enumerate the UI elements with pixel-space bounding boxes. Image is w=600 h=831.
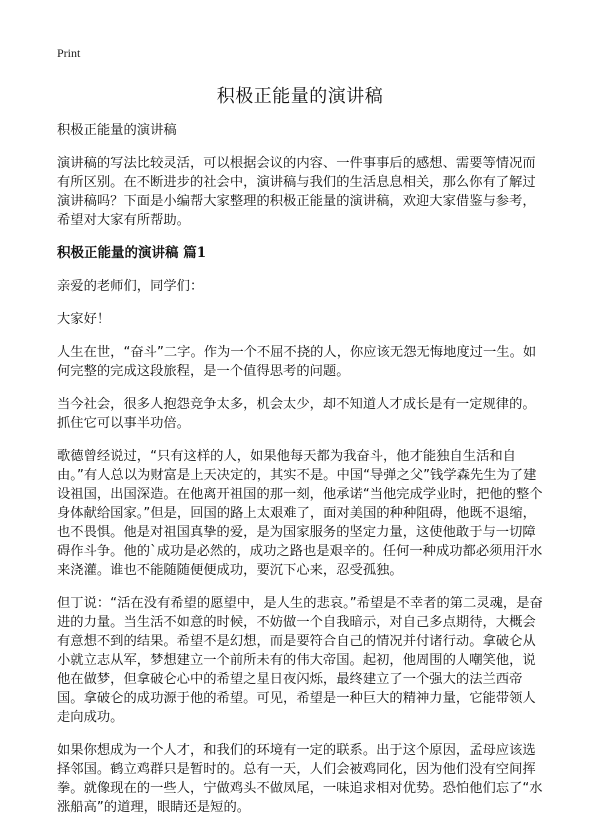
print-link[interactable]: Print xyxy=(57,46,81,60)
article-subtitle: 积极正能量的演讲稿 xyxy=(57,123,177,138)
page-title: 积极正能量的演讲稿 xyxy=(216,86,384,107)
body-paragraph: 如果你想成为一个人才，和我们的环境有一定的联系。出于这个原因，孟母应该选择邻国。鹤立鸡群只是暂时的。总有一天，人们会被鸡同化，因为他们没有空间挥拳。就像现在的一些人，宁做鸡头不做凤尾，一味追求相对优势。恐怕他们忘了“水涨船高”的道理，眼睛还是短的。 xyxy=(57,743,543,815)
body-paragraph: 人生在世，“奋斗”二字。作为一个不屈不挠的人，你应该无怨无悔地度过一生。如何完整的完成这段旅程，是一个值得思考的问题。 xyxy=(57,345,537,379)
article-body xyxy=(57,121,547,831)
intro-paragraph: 演讲稿的写法比较灵活，可以根据会议的内容、一件事事后的感想、需要等情况而有所区别。在不断进步的社会中，演讲稿与我们的生活息息相关，那么你有了解过演讲稿吗？下面是小编帮大家整理的积极正能量的演讲稿，欢迎大家借鉴与参考，希望对大家有所帮助。 xyxy=(57,156,536,228)
body-paragraph: 歌德曾经说过，“只有这样的人，如果他每天都为我奋斗，他才能独自生活和自由。”有人总以为财富是上天决定的，其实不是。中国“导弹之父”钱学森先生为了建设祖国，出国深造。在他离开祖国的那一刻，他承诺“当他完成学业时，把他的整个身体献给国家。”但是，回国的路上太艰难了，面对美国的种种阻碍，他既不退缩，也不畏惧。他是对祖国真挚的爱，是为国家服务的坚定力量，这使他敢于与一切障碍作斗争。他的`成功是必然的，成功之路也是艰辛的。任何一种成功都必须用汗水来浇灌。谁也不能随随便便成功，要沉下心来，忍受孤独。 xyxy=(57,449,543,578)
section-heading: 积极正能量的演讲稿 篇1 xyxy=(57,245,207,261)
salutation-paragraph: 大家好！ xyxy=(57,312,111,327)
greeting-paragraph: 亲爱的老师们，同学们： xyxy=(57,279,204,294)
body-paragraph: 当今社会，很多人抱怨竞争太多，机会太少，却不知道人才成长是有一定规律的。抓住它可以事半功倍。 xyxy=(57,397,536,431)
body-paragraph: 但丁说：“活在没有希望的愿望中，是人生的悲哀。”希望是不幸者的第二灵魂，是奋进的力量。当生活不如意的时候，不妨做一个自我暗示，对自己多点期待，大概会有意想不到的结果。希望不是幻想，而是要符合自己的情况并付诸行动。拿破仑从小就立志从军，梦想建立一个前所未有的伟大帝国。起初，他周围的人嘲笑他，说他在做梦，但拿破仑心中的希望之星日夜闪烁，最终建立了一个强大的法兰西帝国。拿破仑的成功源于他的希望。可见，希望是一种巨大的精神力量，它能带领人走向成功。 xyxy=(57,596,543,725)
